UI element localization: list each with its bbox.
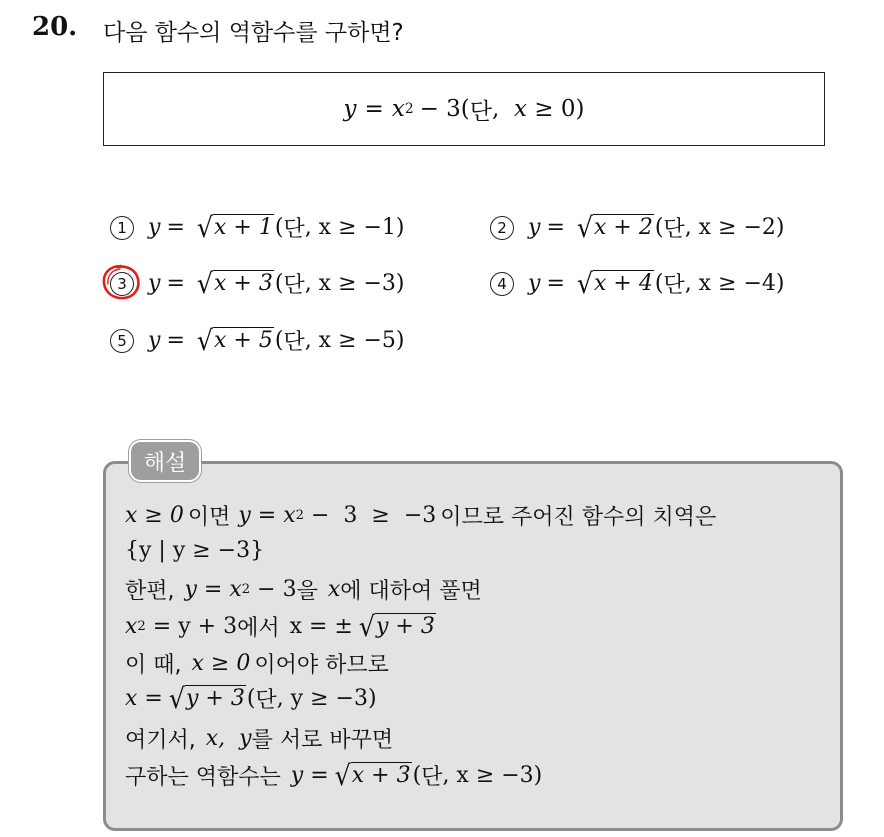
option-4[interactable]: 4 y = √ x + 4 ( 단 , x ≥ −4) [490, 268, 785, 299]
option-number: 5 [110, 329, 134, 353]
explanation-line-1: x ≥ 0 이면 y = x 2 − 3 ≥ −3 이므로 주어진 함수의 치역은 [125, 503, 717, 530]
sqrt-sign: √ x + 4 [576, 267, 653, 300]
explanation-line-5: 이 때, x ≥ 0 이어야 하므로 [125, 651, 389, 678]
option-3[interactable]: 3 y = √ x + 3 ( 단 , x ≥ −3) [110, 268, 405, 299]
sqrt-sign: √ x + 2 [576, 211, 653, 244]
given-cond-x: x [513, 96, 527, 122]
explanation-line-7: 여기서, x, y 를 서로 바꾸면 [125, 726, 394, 753]
explanation-line-2: {y | y ≥ −3} [125, 538, 265, 563]
sqrt-sign: √ y + 3 [168, 682, 245, 715]
option-5[interactable]: 5 y = √ x + 5 ( 단 , x ≥ −5) [110, 325, 405, 356]
option-number: 1 [110, 216, 134, 240]
option-number: 3 [110, 272, 134, 296]
option-1[interactable]: 1 y = √ x + 1 ( 단 , x ≥ −1) [110, 212, 405, 243]
question-number: 20. [32, 12, 78, 42]
sqrt-sign: √ x + 3 [196, 267, 273, 300]
given-function-box: y = x 2 − 3( 단 , x ≥ 0) [103, 72, 825, 146]
sqrt-sign: √ x + 1 [196, 211, 273, 244]
option-number: 4 [490, 272, 514, 296]
option-number: 2 [490, 216, 514, 240]
sqrt-sign: √ y + 3 [358, 610, 435, 643]
given-cond-rest: ≥ 0) [534, 96, 585, 122]
given-dan: 단 [469, 98, 493, 125]
explanation-tag: 해설 [129, 440, 201, 482]
given-y: y [343, 96, 357, 122]
answer-mark-circle [100, 263, 142, 301]
question-text: 다음 함수의 역함수를 구하면? [103, 20, 404, 46]
explanation-line-6: x = √ y + 3 ( 단 , y ≥ −3) [125, 682, 377, 715]
explanation-line-3: 한편, y = x 2 − 3 을 x 에 대하여 풀면 [125, 577, 482, 604]
given-eq: = [364, 96, 384, 122]
sqrt-sign: √ x + 5 [196, 324, 273, 357]
option-2[interactable]: 2 y = √ x + 2 ( 단 , x ≥ −2) [490, 212, 785, 243]
given-rest: − 3( [419, 96, 470, 122]
sqrt-sign: √ x + 3 [334, 759, 411, 792]
explanation-line-4: x 2 = y + 3 에서 x = ± √ y + 3 [125, 610, 435, 643]
given-x: x [391, 96, 405, 122]
explanation-line-8: 구하는 역함수는 y = √ x + 3 ( 단 , x ≥ −3) [125, 759, 543, 792]
